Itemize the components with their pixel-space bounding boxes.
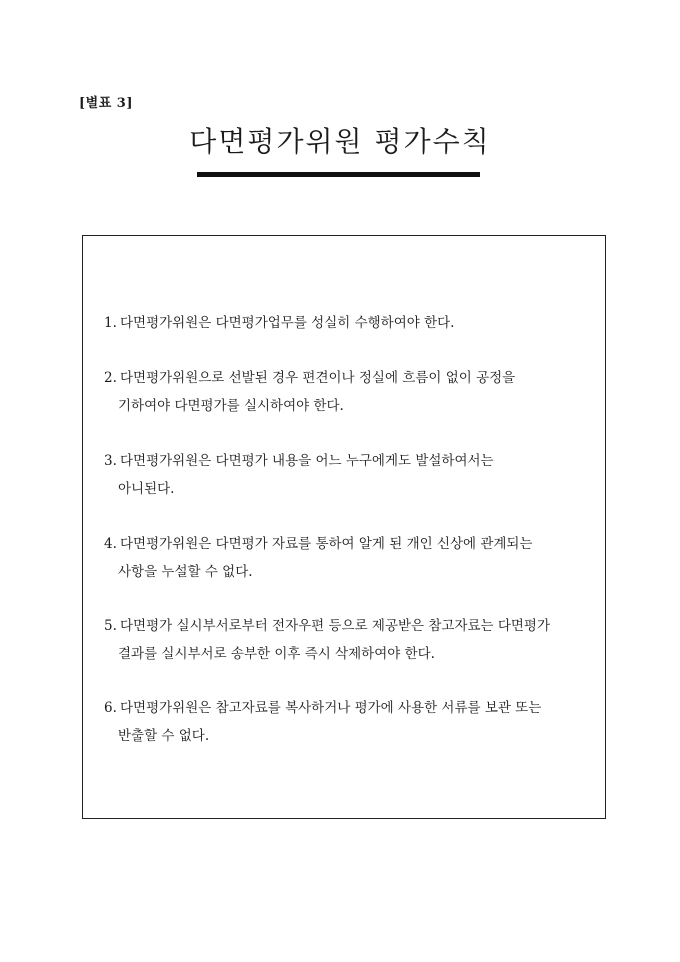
rule-text: 다면평가위원은 다면평가 내용을 어느 누구에게도 발설하여서는	[120, 453, 494, 469]
rule-text-continued: 사항을 누설할 수 없다.	[118, 564, 253, 580]
title-underline	[197, 172, 480, 177]
rule-text: 다면평가위원은 다면평가업무를 성실히 수행하여야 한다.	[120, 315, 455, 331]
rule-text: 다면평가위원은 다면평가 자료를 통하여 알게 된 개인 신상에 관계되는	[120, 536, 533, 552]
rule-number: 4.	[104, 536, 117, 552]
rule-item-1	[104, 309, 599, 337]
rule-number: 6.	[104, 700, 117, 716]
rule-text: 다면평가 실시부서로부터 전자우편 등으로 제공받은 참고자료는 다면평가	[120, 618, 551, 634]
rule-number: 3.	[104, 453, 117, 469]
rule-number: 2.	[104, 370, 117, 386]
page-title: 다면평가위원 평가수칙	[189, 125, 491, 158]
rule-item-4	[104, 530, 599, 586]
rule-text-continued: 아니된다.	[118, 481, 175, 497]
rule-text-continued: 기하여야 다면평가를 실시하여야 한다.	[118, 398, 344, 414]
rule-text: 다면평가위원으로 선발된 경우 편견이나 정실에 흐름이 없이 공정을	[120, 370, 516, 386]
rule-item-6	[104, 694, 599, 750]
rule-text-continued: 결과를 실시부서로 송부한 이후 즉시 삭제하여야 한다.	[118, 646, 435, 662]
appendix-label: [별표 3]	[79, 96, 133, 111]
rule-text-continued: 반출할 수 없다.	[118, 728, 210, 744]
rule-item-5	[104, 612, 599, 668]
rule-item-3	[104, 447, 599, 503]
rule-text: 다면평가위원은 참고자료를 복사하거나 평가에 사용한 서류를 보관 또는	[120, 700, 542, 716]
rule-item-2	[104, 364, 599, 420]
rule-number: 5.	[104, 618, 117, 634]
rule-number: 1.	[104, 315, 117, 331]
